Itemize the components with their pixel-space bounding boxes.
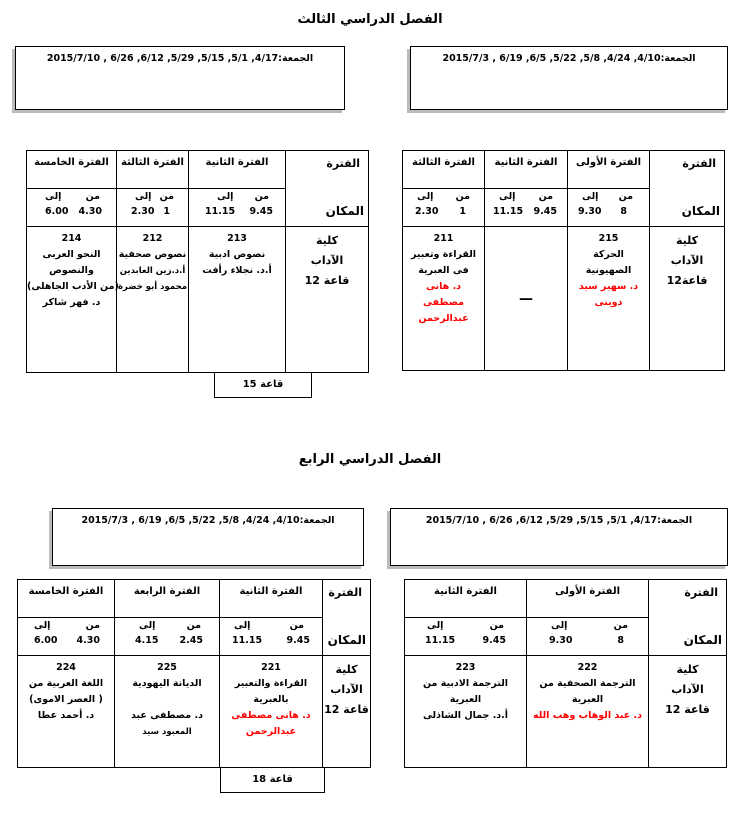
- from-label: من: [159, 191, 174, 202]
- course-title: العبرية: [449, 694, 482, 705]
- instructor: د. سهير سيد: [578, 281, 639, 292]
- to-label: إلى: [139, 620, 156, 631]
- course-title: اللغة العربية من: [28, 678, 104, 689]
- from-label: من: [613, 620, 628, 631]
- instructor: د. أحمد عطا: [37, 710, 95, 721]
- course-212: [117, 227, 189, 373]
- to-label: إلى: [499, 191, 516, 202]
- header-period-5: الفترة الخامسة: [18, 580, 115, 618]
- header-period-2: الفترة الثانية: [405, 580, 527, 618]
- room-15: قاعة 15: [214, 373, 312, 398]
- to-label: إلى: [217, 191, 234, 202]
- sem3-left-schedule: [26, 150, 369, 373]
- course-222: [527, 656, 649, 768]
- course-title: نصوص ادبية: [208, 249, 266, 260]
- course-title: (من الأدب الجاهلى): [27, 281, 119, 292]
- instructor: د. هانى مصطفى: [231, 710, 311, 721]
- from-label: من: [254, 191, 269, 202]
- sem3-right-schedule: [402, 150, 725, 371]
- instructor: محمود أبو خضرة: [118, 282, 187, 292]
- spacer: [115, 692, 219, 708]
- place-cell: [286, 227, 369, 373]
- time-from: 9.45: [249, 206, 273, 217]
- sem3-dates-left-text: الجمعة:4/17, 5/1, 5/15, 5/29, 6/12, 6/26 , 2015/7/10: [46, 53, 314, 64]
- course-title: العبرية: [571, 694, 604, 705]
- header-period-1: الفترة الأولى: [568, 151, 650, 189]
- header-period: الفترة: [684, 586, 718, 599]
- place-line: الآداب: [310, 254, 344, 267]
- sem4-dates-right-text: الجمعة:4/17, 5/1, 5/15, 5/29, 6/12, 6/26 , 2015/7/10: [425, 515, 693, 526]
- header-period: الفترة: [328, 586, 362, 599]
- semester-4-title: الفصل الدراسي الرابع: [298, 452, 442, 467]
- header-period-place: [286, 151, 369, 227]
- instructor: د. مصطفى عبد: [131, 710, 203, 721]
- place-line: الآداب: [670, 254, 704, 267]
- course-code: 212: [142, 233, 163, 244]
- place-line: قاعة 12: [324, 703, 369, 716]
- course-215: [568, 227, 650, 371]
- course-title: نصوص صحفية: [118, 249, 187, 260]
- place-line: قاعة 12: [304, 274, 350, 287]
- course-title: الديانة اليهودية: [132, 678, 202, 689]
- course-code: 225: [157, 662, 177, 673]
- room-18: قاعة 18: [220, 768, 325, 793]
- time-from: 4.30: [78, 206, 102, 217]
- header-place: المكان: [681, 204, 720, 218]
- time-to: 11.15: [205, 206, 236, 217]
- instructor: د. عبد الوهاب وهب الله: [532, 710, 643, 721]
- from-label: من: [489, 620, 504, 631]
- place-line: كلية: [315, 234, 339, 247]
- sem4-dates-right: [390, 508, 728, 566]
- sem3-dates-right-text: الجمعة:4/10, 4/24, 5/8, 5/22, 6/5, 6/19 , 2015/7/3: [442, 53, 696, 64]
- time-to: 11.15: [232, 635, 263, 646]
- from-label: من: [455, 191, 470, 202]
- sem4-left-schedule: [17, 579, 371, 768]
- to-label: إلى: [135, 191, 152, 202]
- course-title: بالعبرية: [253, 694, 289, 705]
- sem3-dates-right: [410, 46, 728, 110]
- place-cell: [650, 227, 725, 371]
- header-period-3: الفترة الثالثة: [403, 151, 485, 189]
- to-label: إلى: [427, 620, 444, 631]
- header-period-2: الفترة الثانية: [485, 151, 568, 189]
- time-to: 6.00: [45, 206, 69, 217]
- place-line: قاعة 12: [665, 703, 710, 716]
- course-title: القراءة وتعبير: [410, 249, 477, 260]
- time-from: 9.45: [482, 635, 506, 646]
- place-line: الآداب: [671, 683, 704, 696]
- header-place: المكان: [683, 633, 722, 647]
- place-line: كلية: [335, 663, 358, 676]
- header-period-place: [649, 580, 727, 656]
- time-to: 11.15: [493, 206, 524, 217]
- time-to: 11.15: [425, 635, 456, 646]
- time-from: 8: [620, 206, 627, 217]
- course-code: 215: [598, 233, 619, 244]
- place-cell: [323, 656, 371, 768]
- time-from: 8: [617, 635, 624, 646]
- course-code: 222: [577, 662, 598, 673]
- course-title: الحركة: [593, 249, 624, 260]
- time-from: 2.45: [179, 635, 203, 646]
- instructor: مصطفى: [423, 297, 464, 308]
- empty-slot: —: [485, 227, 568, 371]
- time-from: 9.45: [533, 206, 557, 217]
- course-224: [18, 656, 115, 768]
- course-211: [403, 227, 485, 371]
- course-title: فى العبرية: [418, 265, 469, 276]
- instructor: د. هانى: [425, 281, 462, 292]
- place-line: الآداب: [330, 683, 363, 696]
- instructor: د. فهر شاكر: [42, 297, 101, 308]
- course-code: 214: [61, 233, 82, 244]
- course-title: الترجمة الادبية من: [422, 678, 509, 689]
- to-label: إلى: [34, 620, 51, 631]
- instructor: أ.د. جمال الشاذلى: [422, 710, 509, 721]
- header-period-2: الفترة الثانية: [220, 580, 323, 618]
- instructor: عبدالرحمن: [245, 726, 297, 737]
- to-label: إلى: [551, 620, 568, 631]
- instructor: المعبود سيد: [142, 727, 192, 737]
- instructor: دوينى: [594, 297, 623, 308]
- from-label: من: [85, 191, 100, 202]
- header-place: المكان: [327, 633, 366, 647]
- instructor: عبدالرحمن: [418, 313, 469, 324]
- place-line: كلية: [676, 663, 699, 676]
- header-period: الفترة: [682, 157, 716, 170]
- semester-3-title: الفصل الدراسي الثالث: [297, 12, 443, 27]
- sem4-right-schedule: [404, 579, 727, 768]
- time-from: 1: [459, 206, 466, 217]
- to-label: إلى: [582, 191, 599, 202]
- course-title: النحو العربى: [42, 249, 101, 260]
- place-line: كلية: [675, 234, 699, 247]
- header-period-4: الفترة الرابعة: [115, 580, 220, 618]
- from-label: من: [186, 620, 201, 631]
- course-213: [189, 227, 286, 373]
- time-from: 9.45: [286, 635, 310, 646]
- header-period-1: الفترة الأولى: [527, 580, 649, 618]
- header-period-2: الفترة الثانية: [189, 151, 286, 189]
- header-period-5: الفترة الخامسة: [27, 151, 117, 189]
- sem4-dates-left-text: الجمعة:4/10, 4/24, 5/8, 5/22, 6/5, 6/19 , 2015/7/3: [81, 515, 335, 526]
- course-title: الترجمة الصحفية من: [539, 678, 636, 689]
- time-to: 4.15: [135, 635, 159, 646]
- course-title: الصهيونية: [585, 265, 632, 276]
- to-label: إلى: [45, 191, 62, 202]
- course-code: 224: [56, 662, 76, 673]
- course-code: 211: [433, 233, 454, 244]
- time-to: 9.30: [549, 635, 573, 646]
- from-label: من: [85, 620, 100, 631]
- course-title: (العصر الاموى ): [29, 694, 103, 705]
- from-label: من: [618, 191, 633, 202]
- from-label: من: [289, 620, 304, 631]
- header-period-place: [323, 580, 371, 656]
- course-221: [220, 656, 323, 768]
- instructor: أ.د. نجلاء رأفت: [202, 265, 272, 276]
- course-code: 223: [455, 662, 476, 673]
- time-to: 9.30: [578, 206, 602, 217]
- to-label: إلى: [417, 191, 434, 202]
- header-period: الفترة: [326, 157, 360, 170]
- to-label: إلى: [234, 620, 251, 631]
- header-period-3: الفترة الثالثة: [117, 151, 189, 189]
- time-from: 1: [163, 206, 170, 217]
- from-label: من: [538, 191, 553, 202]
- instructor: أ.د.زين العابدين: [119, 266, 186, 276]
- header-place: المكان: [325, 204, 364, 218]
- course-code: 213: [227, 233, 247, 244]
- course-225: [115, 656, 220, 768]
- header-period-place: [650, 151, 725, 227]
- place-cell: [649, 656, 727, 768]
- course-214: [27, 227, 117, 373]
- course-title: القراءة والتعبير: [234, 678, 308, 689]
- course-title: والنصوص: [49, 265, 94, 276]
- course-code: 221: [261, 662, 281, 673]
- sem3-dates-left: [15, 46, 345, 110]
- time-to: 2.30: [415, 206, 439, 217]
- sem4-dates-left: [52, 508, 364, 566]
- time-to: 6.00: [34, 635, 58, 646]
- place-line: قاعة12: [666, 274, 708, 287]
- course-223: [405, 656, 527, 768]
- time-from: 4.30: [76, 635, 100, 646]
- time-to: 2.30: [131, 206, 155, 217]
